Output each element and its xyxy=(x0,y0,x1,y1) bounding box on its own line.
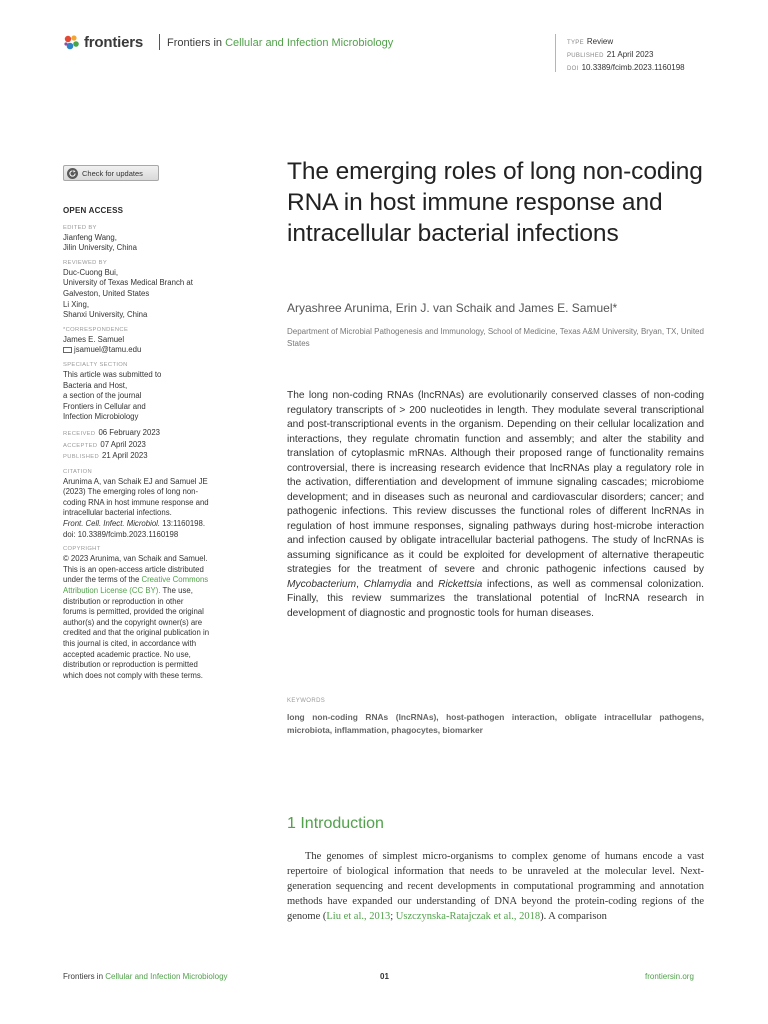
mail-icon xyxy=(63,347,72,353)
footer-site-link[interactable]: frontiersin.org xyxy=(645,972,694,981)
page-number: 01 xyxy=(380,972,389,981)
article-info-sidebar xyxy=(63,206,243,686)
citation-doi[interactable]: doi: 10.3389/fcimb.2023.1160198 xyxy=(63,529,179,539)
page-header xyxy=(0,0,768,80)
affiliation: Department of Microbial Pathogenesis and Immunology, School of Medicine, Texas A&M University, Bryan, TX, United States xyxy=(287,327,704,348)
header-divider xyxy=(159,34,160,50)
correspondence-section: *CORRESPONDENCE James E. Samuel jsamuel@tamu.edu xyxy=(63,326,243,356)
specialty-section: SPECIALTY SECTION This article was submitted to Bacteria and Host, a section of the journal Frontiers in Cellular and Infection Microbiology xyxy=(63,361,162,422)
license-link-cont[interactable]: Attribution License (CC BY). xyxy=(63,586,161,596)
author-list: Aryashree Arunima, Erin J. van Schaik and James E. Samuel* xyxy=(287,301,618,315)
section-heading: 1 Introduction xyxy=(287,815,384,832)
keywords-label: KEYWORDS xyxy=(287,698,326,704)
refresh-icon xyxy=(67,168,78,179)
published-date: PUBLISHED 21 April 2023 xyxy=(63,451,148,461)
citation-section: CITATION Arunima A, van Schaik EJ and Samuel JE (2023) The emerging roles of long non- coding RNA in host immune response and intracellular bacterial infections. Front. Cell. Infect. Microbiol. 13:1160198. doi: 10.3389/fcimb.2023.1160198 xyxy=(63,468,243,541)
intro-paragraph: The genomes of simplest micro-organisms to complex genome of humans encode a vast repertoire of biological information that needs to be unraveled at the molecular level. Next-generation sequencing and recent developments in computational programming and annotation methods have expanded our understanding of DNA beyond the protein-coding regions of the genome (Liu et al., 2013; Uszczynska-Ratajczak et al., 2018). A comparison xyxy=(287,851,704,922)
journal-name: Cellular and Infection Microbiology xyxy=(225,37,394,49)
frontiers-logo-icon xyxy=(63,34,80,51)
journal-title[interactable] xyxy=(167,37,393,49)
abstract: The long non-coding RNAs (lncRNAs) are evolutionarily conserved classes of non-coding regulatory transcripts of > 200 nucleotides in length. They modulate several transcriptional and post-transcriptional events in the organism. Depending on their cellular localization and interactions, they regulate chromatin function and assembly; and alter the stability and translation of cytoplasmic mRNAs. Although their proposed range of functionality remains controversial, there is increasing research evidence that lncRNAs play a regulatory role in the activation, differentiation and development of immune signaling cascades; microbiome development; and in diseases such as neuronal and cardiovascular disorders; cancer; and pathogenic infections. This review discusses the functional roles of different lncRNAs in regulation of host immune responses, signaling pathways during host-microbe interaction and infection caused by obligate intracellular bacterial pathogens. The study of lncRNAs is assuming significance as it could be exploited for development of alternative therapeutic strategies for the treatment of severe and chronic pathogenic infections caused by Mycobacterium, Chlamydia and Rickettsia infections, as well as commensal colonization. Finally, this review summarizes the translational potential of lncRNA research in development of diagnostic and prognostic tools for human diseases. xyxy=(287,390,704,619)
meta-doi[interactable]: DOI 10.3389/fcimb.2023.1160198 xyxy=(567,63,685,72)
citation-link[interactable]: Uszczynska-Ratajczak et al., 2018 xyxy=(395,911,541,922)
received-date: RECEIVED 06 February 2023 xyxy=(63,427,160,437)
copyright-section: COPYRIGHT © 2023 Arunima, van Schaik and Samuel. This is an open-access article distributed under the terms of the Creative Commons Attribution License (CC BY). The use, distribution or reproduction in other forums is permitted, provided the original author(s) and the copyright owner(s) are credited and that the original publication in this journal is cited, in accordance with accepted academic practice. No use, distribution or reproduction is permitted which does not comply with these terms. xyxy=(63,546,210,680)
article-meta xyxy=(567,36,685,75)
reviewed-by-section: REVIEWED BY Duc-Cuong Bui, University of Texas Medical Branch at Galveston, United States Li Xing, Shanxi University, China xyxy=(63,259,193,320)
edited-by-section: EDITED BY Jianfeng Wang, Jilin University, China xyxy=(63,224,137,253)
meta-divider xyxy=(555,34,556,72)
frontiers-logo[interactable] xyxy=(63,31,143,53)
correspondence-email-link[interactable]: jsamuel@tamu.edu xyxy=(63,345,243,356)
open-access-label: OPEN ACCESS xyxy=(63,206,124,215)
footer-journal: Frontiers in Cellular and Infection Microbiology xyxy=(63,972,228,981)
keywords: long non-coding RNAs (lncRNAs), host-pathogen interaction, obligate intracellular pathogens, microbiota, inflammation, phagocytes, biomarker xyxy=(287,712,704,735)
license-link[interactable]: Creative Commons xyxy=(141,575,209,585)
dates-section xyxy=(63,428,243,463)
check-for-updates-label: Check for updates xyxy=(82,168,143,178)
check-for-updates-button[interactable] xyxy=(63,165,159,181)
logo-text: frontiers xyxy=(84,33,144,51)
meta-type: TYPE Review xyxy=(567,37,614,46)
journal-prefix: Frontiers in xyxy=(167,37,223,49)
citation-link[interactable]: Liu et al., 2013 xyxy=(326,911,391,922)
meta-published: PUBLISHED 21 April 2023 xyxy=(567,50,654,59)
article-title: The emerging roles of long non-coding RNA in host immune response and intracellular bacterial infections xyxy=(287,158,703,247)
accepted-date: ACCEPTED 07 April 2023 xyxy=(63,439,146,449)
